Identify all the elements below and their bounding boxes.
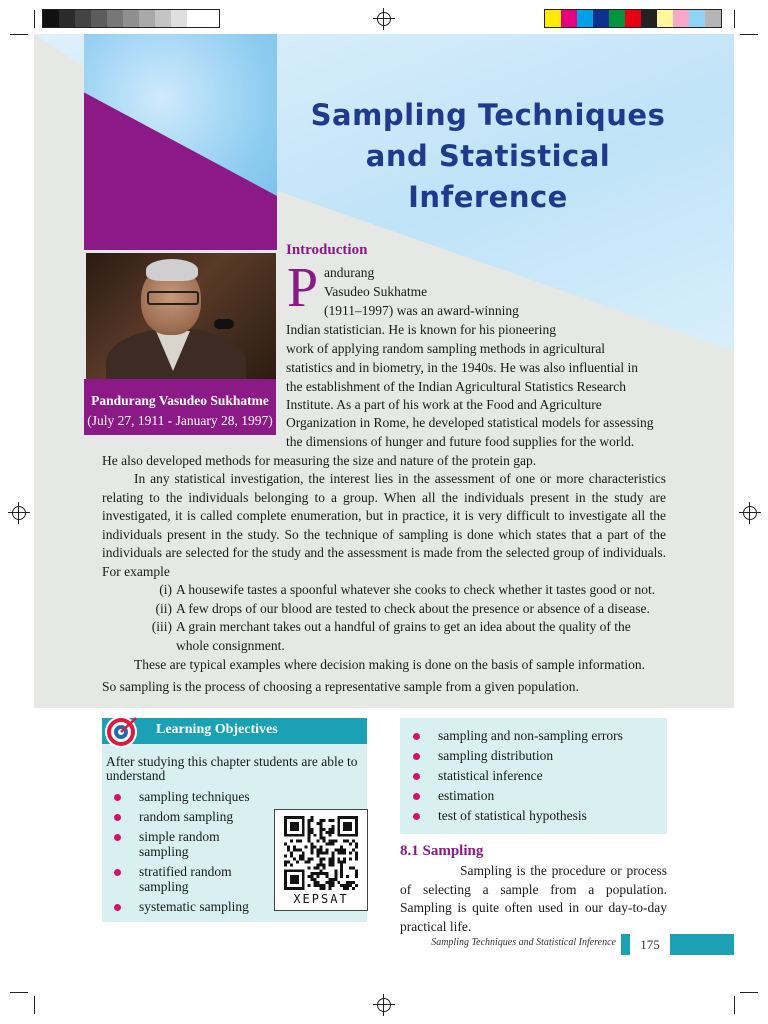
crop-mark xyxy=(34,996,35,1014)
intro-line: work of applying random sampling methods in agricultural xyxy=(286,341,606,356)
calibration-swatch xyxy=(705,10,721,27)
portrait-photo xyxy=(86,253,276,379)
portrait-name: Pandurang Vasudeo Sukhatme xyxy=(91,393,269,408)
portrait-dates: (July 27, 1911 - January 28, 1997) xyxy=(87,413,273,428)
objective-item: estimation xyxy=(438,788,495,803)
chapter-title: Sampling Techniques and Statistical Inference xyxy=(310,98,666,214)
grey-calibration-bar xyxy=(42,9,220,28)
bullet-dot xyxy=(114,834,121,841)
calibration-swatch xyxy=(657,10,673,27)
calibration-swatch xyxy=(561,10,577,27)
paragraph-investigation: In any statistical investigation, the interest lies in the assessment of one or more characteristics relating to the individuals belonging to a group. When all the individuals present in the study are investigated, it is called complete enumeration, but in practice, it is very difficult to investigate all the individuals present in the study. So the technique of sampling is done which states that a part of the individuals are selected for the study and the assessment is made from the selected group of individuals. For example xyxy=(102,471,666,579)
microphone-icon xyxy=(214,319,234,329)
crop-mark xyxy=(740,34,758,35)
calibration-swatch xyxy=(91,10,107,27)
qr-code[interactable] xyxy=(274,809,368,911)
drop-cap: P xyxy=(287,257,319,319)
running-footer-title: Sampling Techniques and Statistical Inference xyxy=(431,937,616,948)
objective-item: test of statistical hypothesis xyxy=(438,808,587,823)
calibration-swatch xyxy=(593,10,609,27)
intro-line: Organization in Rome, he developed statistical models for assessing xyxy=(286,415,654,430)
learning-objectives-intro: After studying this chapter students are able to understand xyxy=(106,754,358,783)
objective-item: simple random sampling xyxy=(139,829,220,859)
crop-mark xyxy=(10,34,28,35)
bullet-dot xyxy=(413,813,420,820)
intro-line: the dimensions of hunger and future food supplies for the world. xyxy=(286,434,635,449)
page-number: 175 xyxy=(627,934,670,955)
bullet-dot xyxy=(413,773,420,780)
intro-line: statistics and in biometry, in the 1940s. He was also influential in xyxy=(286,360,638,375)
crop-mark xyxy=(734,10,735,28)
registration-mark-top xyxy=(377,12,391,26)
calibration-swatch xyxy=(689,10,705,27)
objective-item: sampling and non-sampling errors xyxy=(438,728,623,743)
list-item: (ii) A few drops of our blood are tested to check about the presence or absence of a disease. xyxy=(155,600,650,616)
objective-item: statistical inference xyxy=(438,768,543,783)
crop-mark xyxy=(34,10,35,28)
calibration-swatch xyxy=(203,10,219,27)
intro-line: Indian statistician. He is known for his pioneering xyxy=(286,322,556,337)
intro-line: He also developed methods for measuring the size and nature of the protein gap. xyxy=(102,453,537,468)
qr-code-label: XEPSAT xyxy=(293,892,349,906)
paragraph-sampling-definition: So sampling is the process of choosing a representative sample from a given population. xyxy=(102,679,579,694)
calibration-swatch xyxy=(123,10,139,27)
objective-item: sampling distribution xyxy=(438,748,554,763)
bullet-dot xyxy=(114,904,121,911)
bullet-dot xyxy=(413,733,420,740)
calibration-swatch xyxy=(43,10,59,27)
bullet-dot xyxy=(114,869,121,876)
calibration-swatch xyxy=(155,10,171,27)
calibration-swatch xyxy=(609,10,625,27)
intro-line: Institute. As a part of his work at the Food and Agriculture xyxy=(286,397,602,412)
objective-item: sampling techniques xyxy=(139,789,250,804)
crop-mark xyxy=(740,992,758,993)
bullet-dot xyxy=(114,794,121,801)
calibration-swatch xyxy=(59,10,75,27)
color-calibration-bar xyxy=(544,9,722,28)
registration-mark-bottom xyxy=(377,998,391,1012)
bullet-dot xyxy=(114,814,121,821)
intro-line: Vasudeo Sukhatme xyxy=(324,284,428,299)
intro-line: the establishment of the Indian Agricultural Statistics Research xyxy=(286,379,627,394)
calibration-swatch xyxy=(187,10,203,27)
target-icon xyxy=(103,714,139,750)
crop-mark xyxy=(734,996,735,1014)
calibration-swatch xyxy=(139,10,155,27)
learning-objectives-title: Learning Objectives xyxy=(156,722,278,737)
registration-mark-left xyxy=(12,506,26,520)
calibration-swatch xyxy=(641,10,657,27)
section-heading: 8.1 Sampling xyxy=(400,843,484,859)
objective-item: systematic sampling xyxy=(139,899,249,914)
bullet-dot xyxy=(413,753,420,760)
calibration-swatch xyxy=(625,10,641,27)
calibration-swatch xyxy=(577,10,593,27)
calibration-swatch xyxy=(545,10,561,27)
calibration-swatch xyxy=(171,10,187,27)
examples-list xyxy=(102,581,666,655)
intro-line: andurang xyxy=(324,265,375,280)
section-paragraph: Sampling is the procedure or process of selecting a sample from a population. Sampling is quite often used in our day-to-day practical life. xyxy=(400,863,667,934)
intro-line: (1911–1997) was an award-winning xyxy=(324,303,519,318)
qr-code-pattern xyxy=(284,816,358,890)
objective-item: stratified random sampling xyxy=(139,864,232,894)
portrait-caption xyxy=(84,379,276,435)
registration-mark-right xyxy=(743,506,757,520)
introduction-heading: Introduction xyxy=(286,242,368,258)
list-item: (iii) A grain merchant takes out a handful of grains to get an idea about the quality of the whole consignment. xyxy=(151,619,631,653)
calibration-swatch xyxy=(673,10,689,27)
bullet-dot xyxy=(413,793,420,800)
paragraph-typical-examples: These are typical examples where decision making is done on the basis of sample information. xyxy=(134,657,645,672)
list-item: (i) A housewife tastes a spoonful whatever she cooks to check whether it tastes good or not. xyxy=(159,582,656,597)
calibration-swatch xyxy=(75,10,91,27)
objective-item: random sampling xyxy=(139,809,234,824)
crop-mark xyxy=(10,992,28,993)
calibration-swatch xyxy=(107,10,123,27)
